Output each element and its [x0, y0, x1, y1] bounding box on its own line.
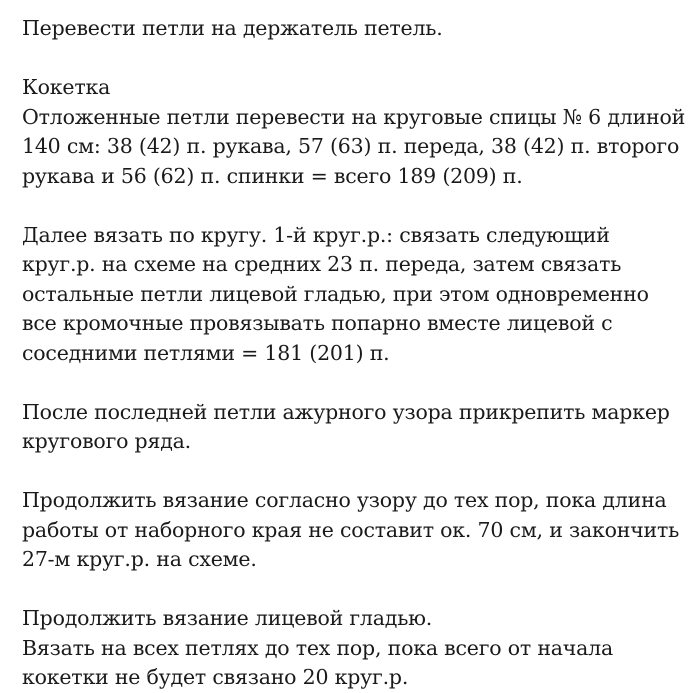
text-line: 140 см: 38 (42) п. рукава, 57 (63) п. переда, 38 (42) п. второго [22, 134, 680, 158]
text-line: Вязать на всех петлях до тех пор, пока всего от начала [22, 635, 614, 660]
paragraph-transfer-stitches [22, 14, 682, 44]
text-line: Продолжить вязание лицевой гладью. [22, 606, 433, 630]
text-line: рукава и 56 (62) п. спинки = всего 189 (209) п. [22, 163, 523, 188]
text-line: соседними петлями = 181 (201) п. [22, 340, 390, 365]
text-line: кругового ряда. [22, 429, 191, 453]
text-line: Продолжить вязание согласно узору до тех пор, пока длина [22, 488, 667, 512]
paragraph-knit-in-round [22, 221, 682, 369]
section-heading-yoke: Кокетка [22, 75, 111, 99]
paragraph-stockinette [22, 604, 682, 693]
paragraph-marker [22, 398, 682, 457]
text-line: Перевести петли на держатель петель. [22, 16, 443, 40]
text-line: Далее вязать по кругу. 1-й круг.р.: связать следующий [22, 222, 610, 247]
paragraph-continue-pattern [22, 486, 682, 575]
text-line: 27-м круг.р. на схеме. [22, 547, 257, 571]
document-page [22, 14, 686, 693]
paragraph-yoke [22, 73, 686, 191]
text-line: кокетки не будет связано 20 круг.р. [22, 665, 409, 689]
text-line: После последней петли ажурного узора прикрепить маркер [22, 399, 670, 424]
text-line: круг.р. на схеме на средних 23 п. переда, затем связать [22, 252, 622, 276]
text-line: работы от наборного края не составит ок. 70 см, и закончить [22, 517, 680, 542]
text-line: все кромочные провязывать попарно вместе лицевой с [22, 311, 613, 335]
text-line: Отложенные петли перевести на круговые спицы № 6 длиной [22, 104, 686, 129]
text-line: остальные петли лицевой гладью, при этом одновременно [22, 281, 649, 306]
